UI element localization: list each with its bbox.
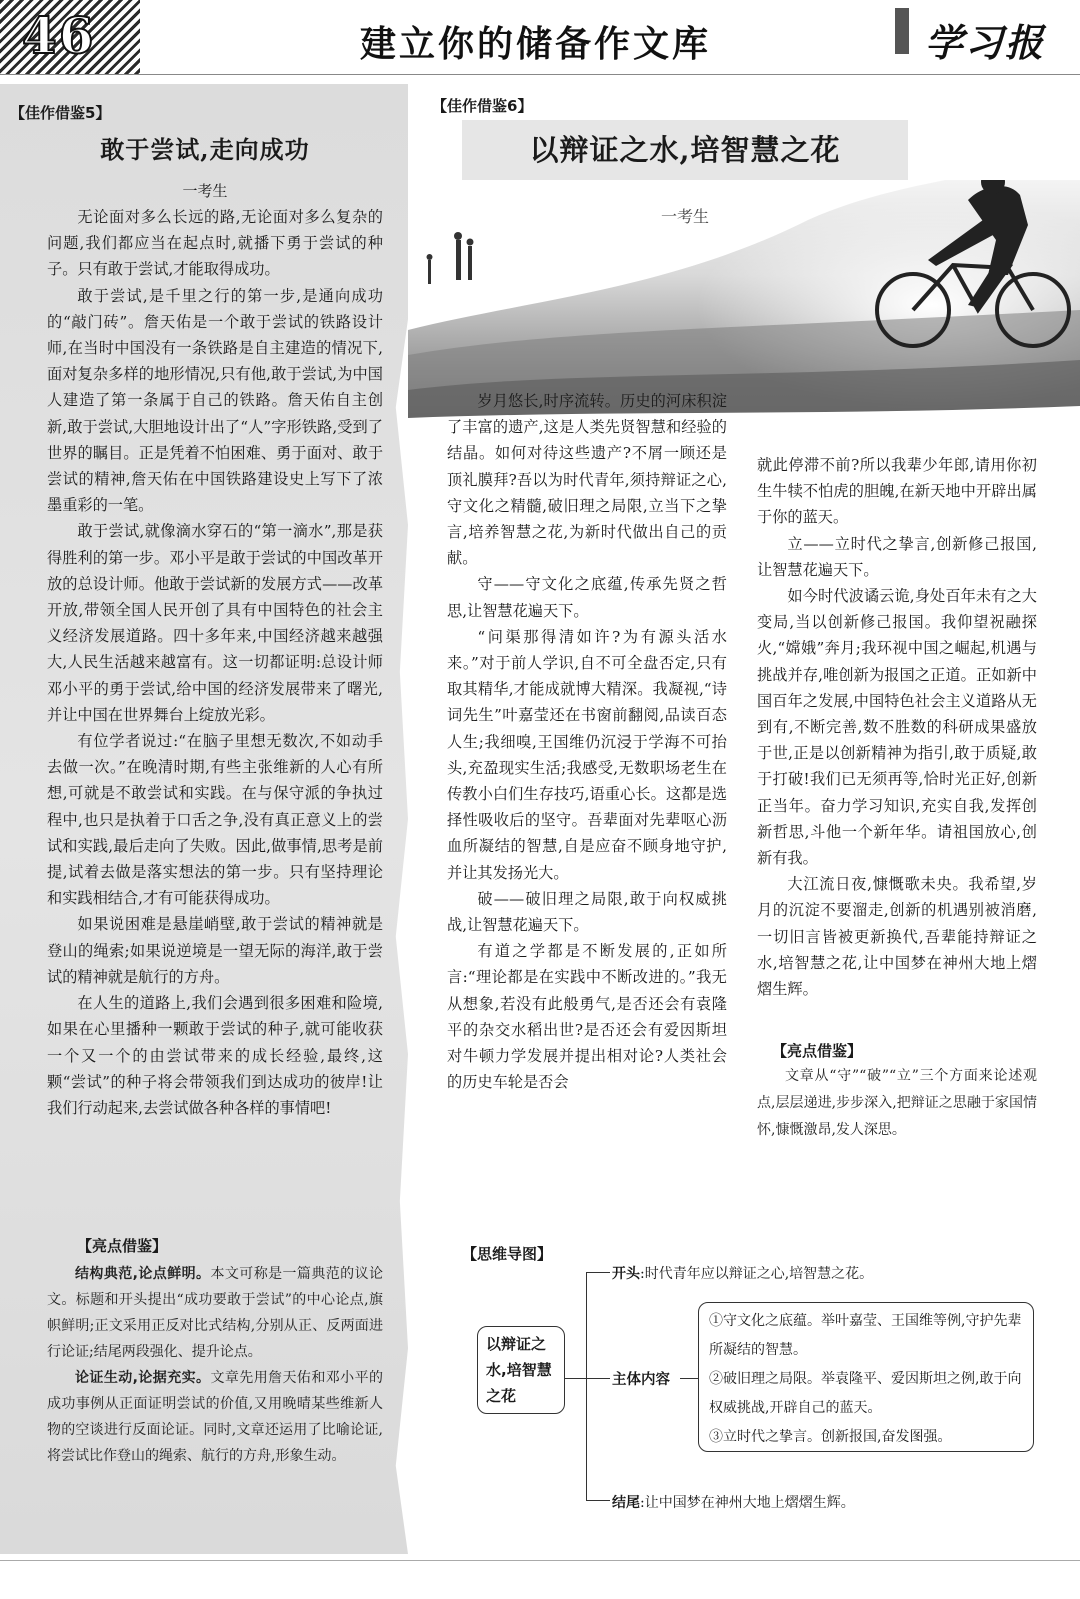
page-number: 46 — [22, 6, 96, 65]
mind-map-connector — [680, 1378, 698, 1379]
mind-map-ending — [612, 1492, 855, 1512]
review-point: 论证生动,论据充实。 — [75, 1370, 211, 1386]
paragraph: 破——破旧理之局限,敢于向权威挑战,让智慧花遍天下。 — [447, 889, 727, 935]
header-rule — [0, 74, 1080, 75]
paragraph: 岁月悠长,时序流转。历史的河床积淀了丰富的遗产,这是人类先贤智慧和经验的结晶。如何对待这些遗产?不屑一顾还是顶礼膜拜?吾以为时代青年,须持辩证之心,守文化之精髓,破旧理之局限,立当下之挚言,培养智慧之花,为新时代做出自己的贡献。 — [447, 392, 727, 568]
review-text: 本文可称是一篇典范的议论文。标题和开头提出“成功要敢于尝试”的中心论点,旗帜鲜明;正文采用正反对比式结构,分别从正、反两面进行论证;结尾两段强化、提升论点。 — [47, 1266, 383, 1360]
right-article-author: 一考生 — [660, 207, 709, 226]
section-title: 建立你的储备作文库 — [360, 24, 712, 65]
right-article-column-1 — [447, 388, 727, 1095]
review-point: 结构典范,论点鲜明。 — [75, 1266, 211, 1282]
page-header — [0, 0, 1080, 75]
right-review — [757, 1063, 1037, 1144]
right-article-tag: 【佳作借鉴6】 — [432, 97, 533, 115]
header-divider-bar — [895, 8, 909, 54]
mind-map-connector — [586, 1500, 610, 1501]
opening-text: :时代青年应以辩证之心,培智慧之花。 — [640, 1266, 874, 1282]
paragraph: 无论面对多么长远的路,无论面对多么复杂的问题,我们都应当在起点时,就播下勇于尝试的种子。只有敢于尝试,才能取得成功。 — [47, 208, 383, 279]
mind-map-opening — [612, 1263, 873, 1283]
opening-label: 开头 — [612, 1266, 640, 1282]
body-point: ①守文化之底蕴。举叶嘉莹、王国维等例,守护先辈所凝结的智慧。 — [709, 1313, 1022, 1358]
paragraph: 守——守文化之底蕴,传承先贤之哲思,让智慧花遍天下。 — [447, 575, 727, 620]
newspaper-name: 学习报 — [925, 20, 1046, 65]
ending-label: 结尾 — [612, 1495, 640, 1511]
body-point: ②破旧理之局限。举袁隆平、爱因斯坦之例,敢于向权威挑战,开辟自己的蓝天。 — [709, 1371, 1022, 1416]
right-highlight-label: 【亮点借鉴】 — [772, 1042, 863, 1060]
paragraph: 敢于尝试,就像滴水穿石的“第一滴水”,那是获得胜利的第一步。邓小平是敢于尝试的中国改革开放的总设计师。他敢于尝试新的发展方式——改革开放,带领全国人民开创了具有中国特色的社会主义经济发展道路。四十多年来,中国经济越来越强大,人民生活越来越富有。这一切都证明:总设计师邓小平的勇于尝试,给中国的经济发展带来了曙光,并让中国在世界舞台上绽放光彩。 — [47, 522, 383, 724]
mind-map-connector — [586, 1272, 610, 1273]
left-review — [47, 1261, 383, 1469]
left-article-body — [47, 204, 383, 1121]
ending-text: :让中国梦在神州大地上熠熠生辉。 — [640, 1495, 855, 1511]
body-point: ③立时代之挚言。创新报国,奋发图强。 — [709, 1429, 952, 1445]
review-paragraph: 文章从“守”“破”“立”三个方面来论述观点,层层递进,步步深入,把辩证之思融于家国情怀,慷慨激昂,发人深思。 — [757, 1068, 1037, 1138]
left-article-title: 敢于尝试,走向成功 — [100, 135, 310, 164]
paragraph: 大江流日夜,慷慨歌未央。我希望,岁月的沉淀不要溜走,创新的机遇别被消磨,一切旧言皆被更新换代,吾辈能持辩证之水,培智慧之花,让中国梦在神州大地上熠熠生辉。 — [757, 875, 1037, 999]
paragraph: 在人生的道路上,我们会遇到很多困难和险境,如果在心里播种一颗敢于尝试的种子,就可能收获一个又一个的由尝试带来的成长经验,最终,这颗“尝试”的种子将会带领我们到达成功的彼岸!让我们行动起来,去尝试做各种各样的事情吧! — [47, 994, 383, 1117]
right-article-column-2 — [757, 452, 1037, 1002]
mind-map-connector — [586, 1272, 587, 1500]
left-article-author: 一考生 — [182, 182, 228, 200]
paragraph: 有位学者说过:“在脑子里想无数次,不如动手去做一次。”在晚清时期,有些主张维新的人心有所想,可就是不敢尝试和实践。在与保守派的争执过程中,也只是执着于口舌之争,没有真正意义上的尝试和实践,最后走向了失败。因此,做事情,思考是前提,试着去做是落实想法的第一步。只有坚持理论和实践相结合,才有可能获得成功。 — [47, 732, 383, 908]
paragraph: 敢于尝试,是千里之行的第一步,是通向成功的“敲门砖”。詹天佑是一个敢于尝试的铁路设计师,在当时中国没有一条铁路是自主建造的情况下,面对复杂多样的地形情况,只有他,敢于尝试,为中国人建造了第一条属于自己的铁路。詹天佑自主创新,敢于尝试,大胆地设计出了“人”字形铁路,受到了世界的瞩目。正是凭着不怕困难、勇于面对、敢于尝试的精神,詹天佑在中国铁路建设史上写下了浓墨重彩的一笔。 — [47, 286, 383, 515]
paragraph: 如果说困难是悬崖峭壁,敢于尝试的精神就是登山的绳索;如果说逆境是一望无际的海洋,敢于尝试的精神就是航行的方舟。 — [47, 915, 383, 986]
review-text: 文章先用詹天佑和邓小平的成功事例从正面证明尝试的价值,又用晚晴某些维新人物的空谈进行反面论证。同时,文章还运用了比喻论证,将尝试比作登山的绳索、航行的方舟,形象生动。 — [47, 1370, 383, 1464]
left-article-tag: 【佳作借鉴5】 — [10, 104, 111, 122]
paragraph: 立——立时代之挚言,创新修己报国,让智慧花遍天下。 — [757, 534, 1037, 579]
mind-map-connector — [565, 1378, 610, 1379]
review-paragraph — [47, 1365, 383, 1469]
mind-map-center-node: 以辩证之水,培智慧之花 — [477, 1326, 565, 1414]
right-article-title: 以辩证之水,培智慧之花 — [529, 133, 841, 167]
review-paragraph — [47, 1261, 383, 1365]
mind-map-title: 【思维导图】 — [462, 1245, 553, 1263]
mind-map-body-box — [698, 1302, 1034, 1452]
paragraph: “问渠那得清如许?为有源头活水来。”对于前人学识,自不可全盘否定,只有取其精华,才能成就博大精深。我凝视,“诗词先生”叶嘉莹还在书窗前翻阅,品读百态人生;我细嗅,王国维仍沉浸于学海不可抬头,充盈现实生活;我感受,无数职场老生在传教小白们生存技巧,语重心长。这都是选择性吸收后的坚守。吾辈面对先辈呕心沥血所凝结的智慧,自是应奋不顾身地守护,并让其发扬光大。 — [447, 627, 727, 882]
bottom-rule — [0, 1560, 1080, 1561]
paragraph: 如今时代波谲云诡,身处百年未有之大变局,当以创新修己报国。我仰望祝融探火,“嫦娥”奔月;我环视中国之崛起,机遇与挑战并存,唯创新为报国之正道。正如新中国百年之发展,中国特色社会主义道路从无到有,不断完善,数不胜数的科研成果盛放于世,正是以创新精神为指引,敢于质疑,敢于打破!我们已无须再等,恰时光正好,创新正当年。奋力学习知识,充实自我,发挥创新哲思,斗他一个新年华。请祖国放心,创新有我。 — [757, 587, 1037, 868]
mind-map-body-label: 主体内容 — [612, 1372, 670, 1388]
left-highlight-label: 【亮点借鉴】 — [77, 1237, 168, 1255]
paragraph: 有道之学都是不断发展的,正如所言:“理论都是在实践中不断改进的。”我无从想象,若没有此般勇气,是否还会有袁隆平的杂交水稻出世?是否还会有爱因斯坦对牛顿力学发展并提出相对论?人类社会的历史车轮是否会 — [447, 942, 727, 1092]
paragraph: 就此停滞不前?所以我辈少年郎,请用你初生牛犊不怕虎的胆魄,在新天地中开辟出属于你的蓝天。 — [757, 456, 1037, 527]
